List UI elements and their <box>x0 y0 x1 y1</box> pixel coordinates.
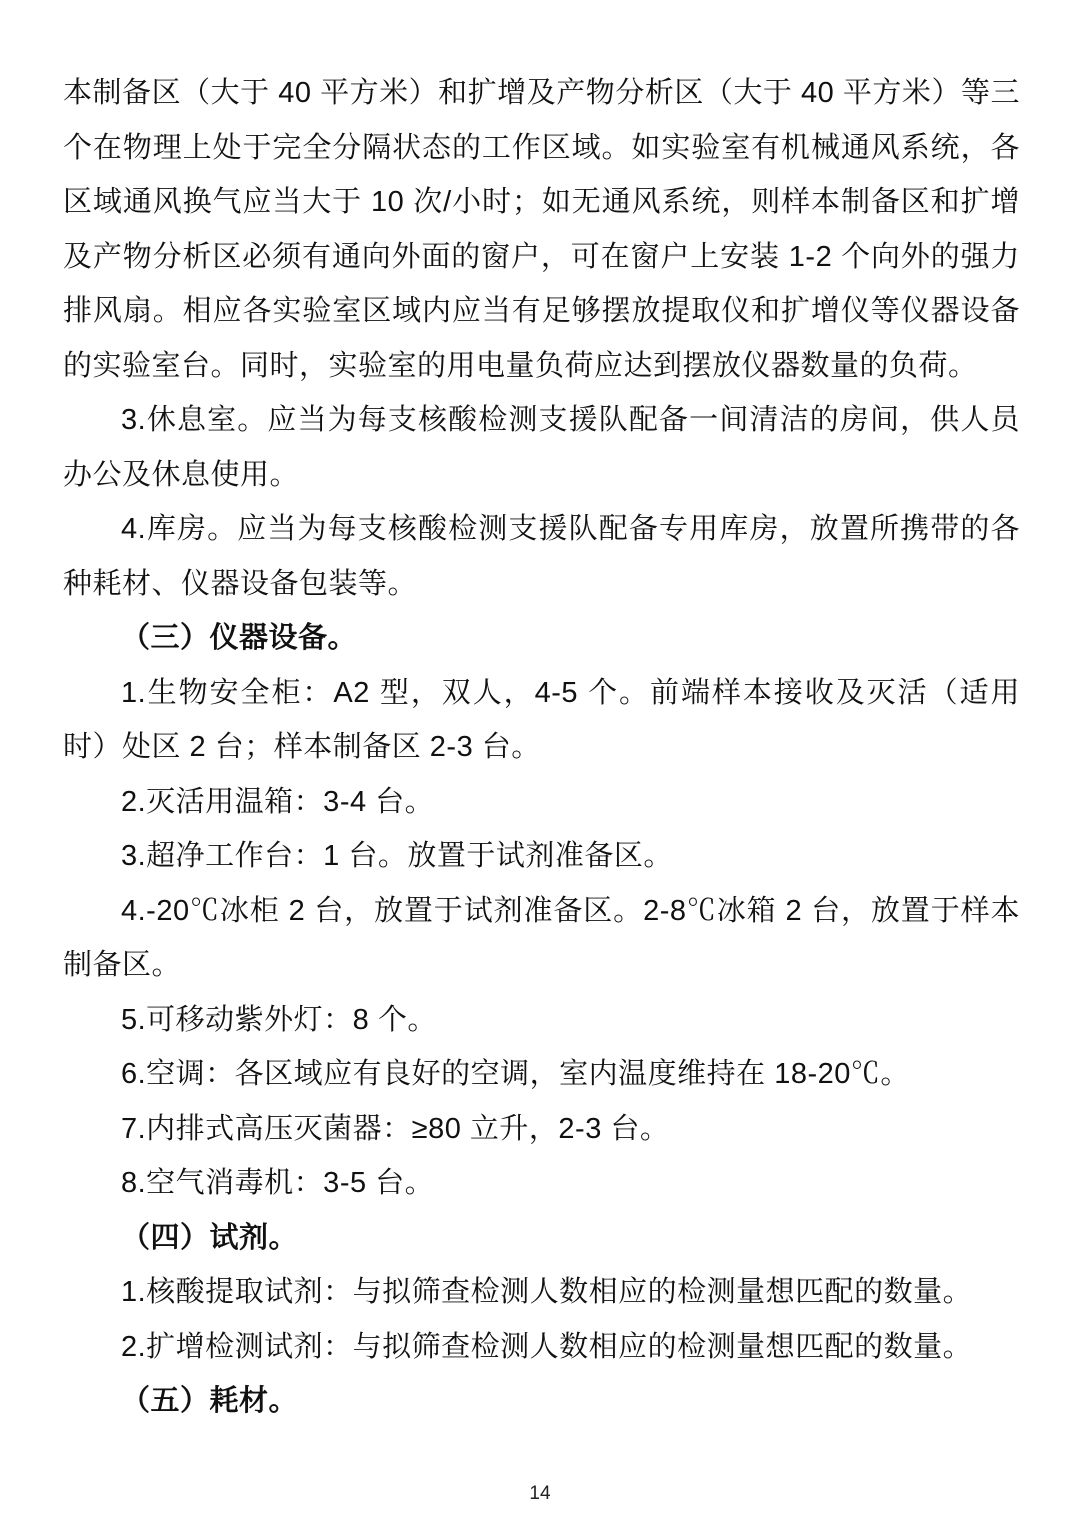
item-air-conditioner: 6.空调：各区域应有良好的空调，室内温度维持在 18-20℃。 <box>121 1058 910 1090</box>
item-storage-room: 4.库房。应当为每支核酸检测支援队配备专用库房，放置所携带的各种耗材、仪器设备包装等。 <box>63 513 1020 600</box>
item-air-disinfector: 8.空气消毒机：3-5 台。 <box>121 1167 435 1199</box>
paragraph-continuation: 本制备区（大于 40 平方米）和扩增及产物分析区（大于 40 平方米）等三个在物理上处于完全分隔状态的工作区域。如实验室有机械通风系统，各区域通风换气应当大于 10 次/小时；如无通风系统，则样本制备区和扩增及产物分析区必须有通向外面的窗户，可在窗户上安装 1-2 个向外的强力排风扇。相应各实验室区域内应当有足够摆放提取仪和扩增仪等仪器设备的实验室台。同时，实验室的用电量负荷应达到摆放仪器数量的负荷。 <box>63 77 1020 382</box>
page-number: 14 <box>529 1483 551 1504</box>
item-biosafety-cabinet: 1.生物安全柜：A2 型，双人，4-5 个。前端样本接收及灭活（适用时）处区 2 台；样本制备区 2-3 台。 <box>63 676 1020 763</box>
item-clean-bench: 3.超净工作台：1 台。放置于试剂准备区。 <box>121 840 673 872</box>
section-heading-equipment: （三）仪器设备。 <box>121 622 358 654</box>
item-autoclave: 7.内排式高压灭菌器：≥80 立升，2-3 台。 <box>121 1112 670 1145</box>
section-heading-consumables: （五）耗材。 <box>121 1385 299 1417</box>
item-uv-lamp: 5.可移动紫外灯：8 个。 <box>121 1003 437 1036</box>
item-amplification-reagent: 2.扩增检测试剂：与拟筛查检测人数相应的检测量想匹配的数量。 <box>121 1330 973 1363</box>
item-rest-room: 3.休息室。应当为每支核酸检测支援队配备一间清洁的房间，供人员办公及休息使用。 <box>63 404 1020 491</box>
item-inactivation-incubator: 2.灭活用温箱：3-4 台。 <box>121 785 435 818</box>
section-heading-reagents: （四）试剂。 <box>121 1221 299 1254</box>
item-extraction-reagent: 1.核酸提取试剂：与拟筛查检测人数相应的检测量想匹配的数量。 <box>121 1276 973 1308</box>
item-freezer-fridge: 4.-20℃冰柜 2 台，放置于试剂准备区。2-8℃冰箱 2 台，放置于样本制备区。 <box>63 894 1020 981</box>
